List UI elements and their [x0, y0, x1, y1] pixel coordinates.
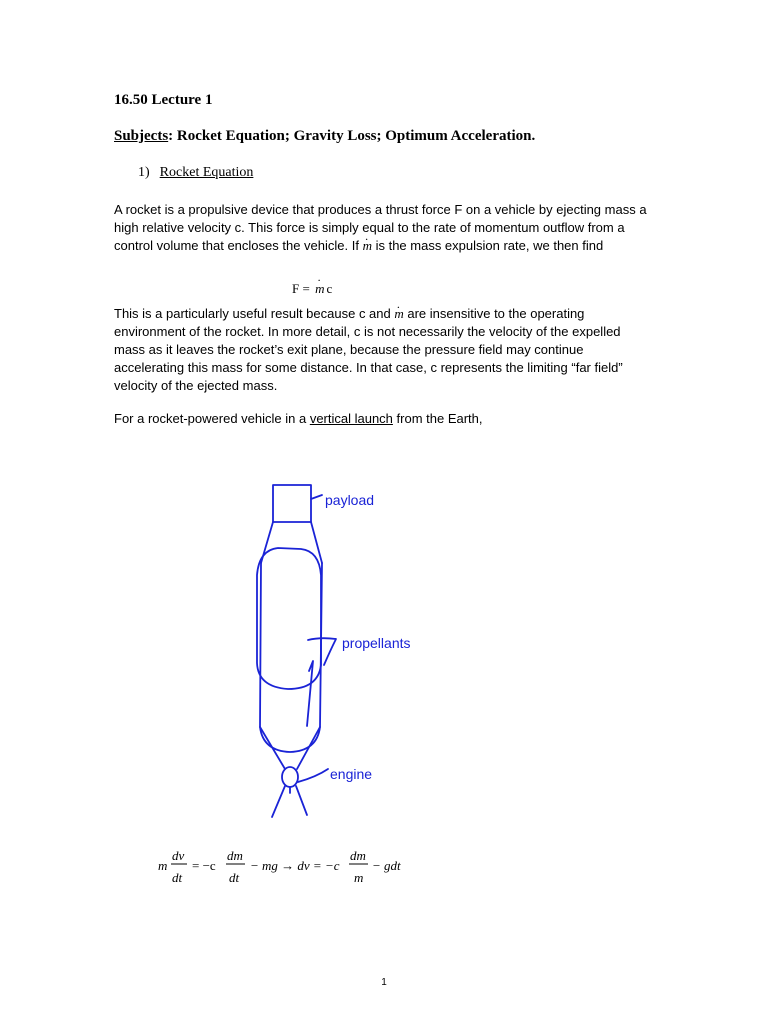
paragraph-text: This is a particularly useful result because c and: [114, 306, 395, 321]
eq-m-denominator: m: [354, 870, 364, 885]
engine-nozzle: [272, 786, 307, 817]
eq-equals-neg-c: = −c: [192, 858, 216, 873]
section-title: Rocket Equation: [159, 165, 254, 180]
rocket-body: [260, 563, 322, 752]
paragraph-thrust-definition: [114, 201, 654, 255]
mass-rate-symbol: · m: [315, 281, 324, 296]
paragraph-insensitivity: [114, 305, 654, 395]
mass-rate-symbol: · m: [363, 238, 372, 253]
payload-box: [273, 485, 311, 522]
eq-minus-gdt: − gdt: [372, 858, 401, 873]
lecture-title: 16.50 Lecture 1: [114, 92, 213, 108]
rocket-diagram: [230, 475, 460, 825]
rocket-equation: [150, 840, 420, 890]
thrust-equation: [292, 281, 332, 297]
eq-dt-denominator: dt: [172, 870, 183, 885]
vertical-launch-term: vertical launch: [309, 411, 393, 426]
engine-skirt: [260, 727, 320, 769]
payload-pointer: [311, 495, 322, 499]
propellant-pointer-tail: [307, 661, 313, 726]
eq-dm-numerator: dm: [227, 848, 243, 863]
paragraph-text: For a rocket-powered vehicle in a: [114, 411, 310, 426]
equation-rhs: c: [326, 281, 333, 296]
eq-dv-numerator: dv: [172, 848, 185, 863]
propellants-label: propellants: [342, 635, 411, 651]
engine-label: engine: [330, 766, 373, 782]
mass-rate-symbol: · m: [394, 306, 403, 321]
subjects-label: Subjects: [114, 128, 169, 144]
paragraph-vertical-launch: [114, 411, 483, 426]
paragraph-text: are insensitive to the operating environment of the rocket. In more detail, c is not necessarily the velocity of the expelled mass as it leaves the rocket’s exit plane, because the pressure field may continue accelerating this mass for some distance. In that case, c represents the limiting “far field” velocity of the ejected mass.: [114, 306, 623, 393]
section-number: 1): [138, 165, 150, 180]
paragraph-text: from the Earth,: [392, 411, 483, 426]
eq-dm-numerator: dm: [350, 848, 366, 863]
engine-pointer: [298, 769, 328, 782]
eq-dt-denominator: dt: [229, 870, 240, 885]
equation-lhs: F =: [292, 281, 310, 296]
payload-label: payload: [325, 492, 375, 508]
payload-fairing: [261, 522, 322, 563]
rocket-outline: [257, 485, 322, 817]
propellant-tank: [257, 548, 321, 689]
section-heading: [138, 165, 253, 181]
page-number: 1: [381, 977, 387, 988]
eq-minus-mg-arrow: − mg → dv = −c: [250, 858, 340, 873]
subjects-line: [114, 128, 535, 145]
paragraph-text: is the mass expulsion rate, we then find: [371, 238, 604, 253]
eq-mass: m: [158, 858, 168, 873]
engine-throat: [282, 767, 298, 787]
paragraph-text: A rocket is a propulsive device that produces a thrust force F on a vehicle by ejecting mass a high relative velocity c. This force is simply equal to the rate of momentum outflow from a control volume that encloses the vehicle. If: [114, 202, 647, 253]
subjects-text: : Rocket Equation; Gravity Loss; Optimum Acceleration.: [168, 128, 536, 144]
